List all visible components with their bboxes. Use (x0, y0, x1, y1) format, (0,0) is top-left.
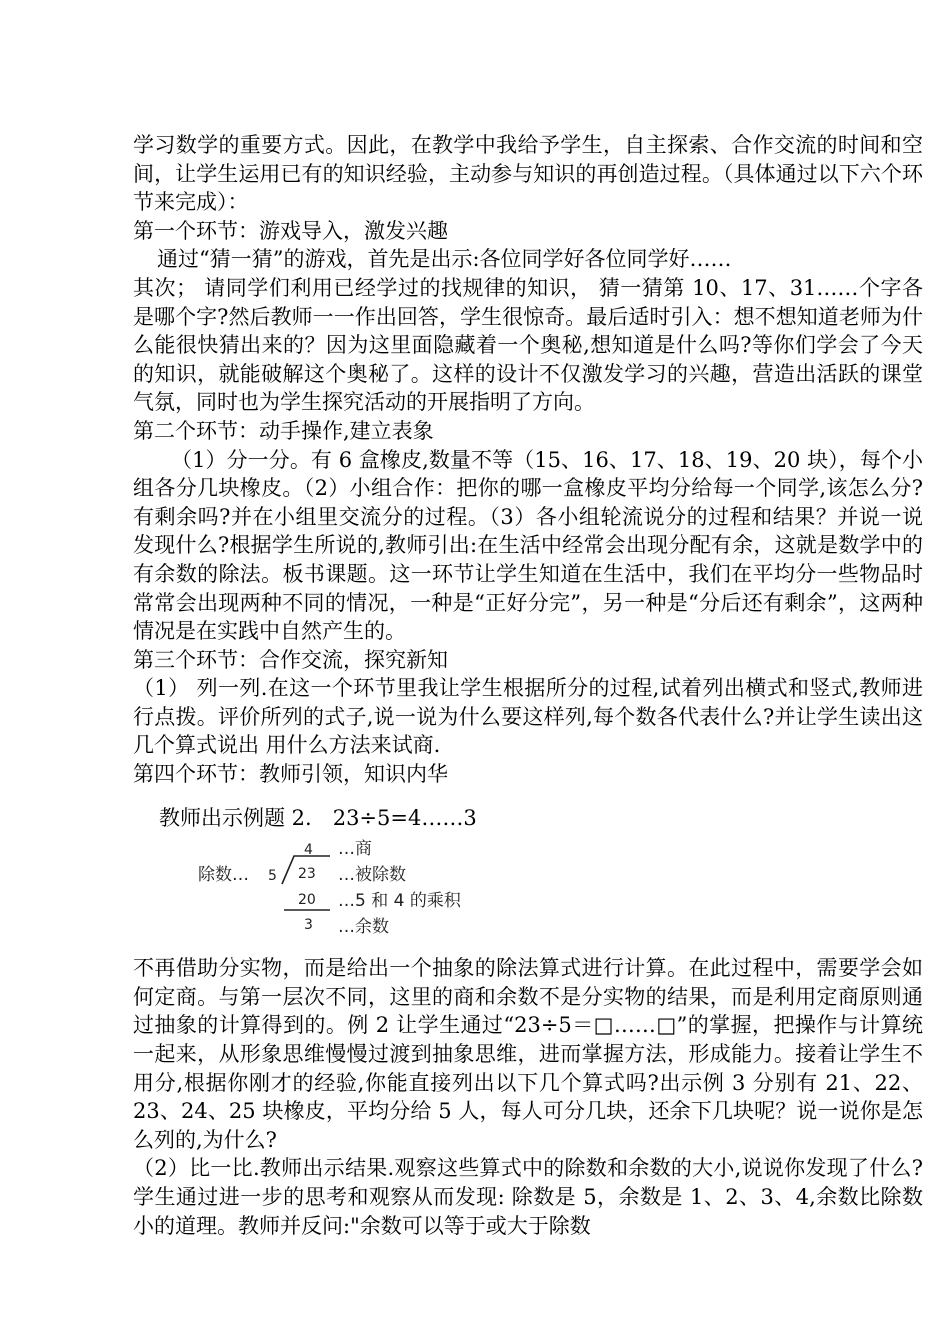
product-value: 20 (298, 892, 316, 909)
section-heading-1: 第一个环节：游戏导入，激发兴趣 (133, 218, 448, 243)
bottom-paragraphs (133, 954, 923, 1240)
abstract-division-paragraph: 不再借助分实物，而是给出一个抽象的除法算式进行计算。在此过程中，需要学会如何定商。与第一层次不同，这里的商和余数不是分实物的结果，而是利用定商原则通过抽象的计算得到的。例 2 让学生通过“23÷5＝□……□”的掌握，把操作与计算统一起来，从形象思维慢慢过渡到抽象思维，进而掌握方法，形成能力。接着让学生不用分,根据你刚才的经验,你能直接列出以下几个算式吗?出示例 3 分别有 21、22、23、24、25 块橡皮，平均分给 5 人，每人可分几块，还余下几块呢？说一说你是怎么列的,为什么? (133, 956, 923, 1152)
product-label: …5 和 4 的乘积 (338, 891, 461, 912)
game-detail-paragraph: 其次； 请同学们利用已经学过的找规律的知识， 猜一猜第 10、17、31……个字各是哪个字?然后教师一一作出回答，学生很惊奇。最后适时引入：想不想知道老师为什么能很快猜出来的？因为这里面隐藏着一个奥秘,想知道是什么吗?等你们学会了今天的知识，就能破解这个奥秘了。这样的设计不仅激发学习的兴趣，营造出活跃的课堂气氛，同时也为学生探究活动的开展指明了方向。 (133, 275, 923, 415)
remainder-label: …余数 (338, 917, 389, 938)
cooperation-paragraph: （1） 列一列.在这一个环节里我让学生根据所分的过程,试着列出横式和竖式,教师进行点拨。评价所列的式子,说一说为什么要这样列,每个数各代表什么?并让学生读出这几个算式说出 用什么方法来试商. (133, 676, 923, 758)
operation-paragraph: （1）分一分。有 6 盒橡皮,数量不等（15、16、17、18、19、20 块），每个小组各分几块橡皮。（2）小组合作：把你的哪一盒橡皮平均分给每一个同学,该怎么分?有剩余吗?并在小组里交流分的过程。（3）各小组轮流说分的过程和结果？并说一说发现什么?根据学生所说的,教师引出:在生活中经常会出现分配有余，这就是数学中的有余数的除法。板书课题。这一环节让学生知道在生活中，我们在平均分一些物品时常常会出现两种不同的情况，一种是“正好分完”，另一种是“分后还有剩余”，这两种情况是在实践中自然产生的。 (133, 447, 923, 644)
section-heading-2: 第二个环节：动手操作,建立表象 (133, 418, 434, 443)
divisor-value: 5 (268, 868, 277, 885)
division-diagram-svg (198, 836, 498, 951)
example-line: 教师出示例题 2. 23÷5=4……3 (159, 805, 477, 830)
document-body (133, 131, 923, 1240)
quotient-label: …商 (338, 839, 372, 860)
remainder-value: 3 (304, 917, 313, 934)
divisor-label: 除数… (198, 865, 249, 886)
section-heading-3: 第三个环节：合作交流，探究新知 (133, 647, 448, 672)
division-diagram (133, 832, 923, 954)
intro-paragraph: 学习数学的重要方式。因此，在教学中我给予学生，自主探索、合作交流的时间和空间，让学生运用已有的知识经验，主动参与知识的再创造过程。（具体通过以下六个环节来完成）： (133, 133, 923, 215)
game-intro-paragraph: 通过“猜一猜”的游戏，首先是出示:各位同学好各位同学好…… (157, 247, 732, 272)
section-heading-4: 第四个环节：教师引领，知识内华 (133, 762, 448, 787)
comparison-paragraph: （2）比一比.教师出示结果.观察这些算式中的除数和余数的大小,说说你发现了什么? 学生通过进一步的思考和观察从而发现: 除数是 5，余数是 1、2、3、4,余数比除数小的道理。教师并反问:"余数可以等于或大于除数 (133, 1156, 923, 1238)
top-paragraphs (133, 131, 923, 789)
quotient-value: 4 (304, 842, 313, 859)
dividend-label: …被除数 (338, 865, 406, 886)
dividend-value: 23 (298, 866, 316, 883)
